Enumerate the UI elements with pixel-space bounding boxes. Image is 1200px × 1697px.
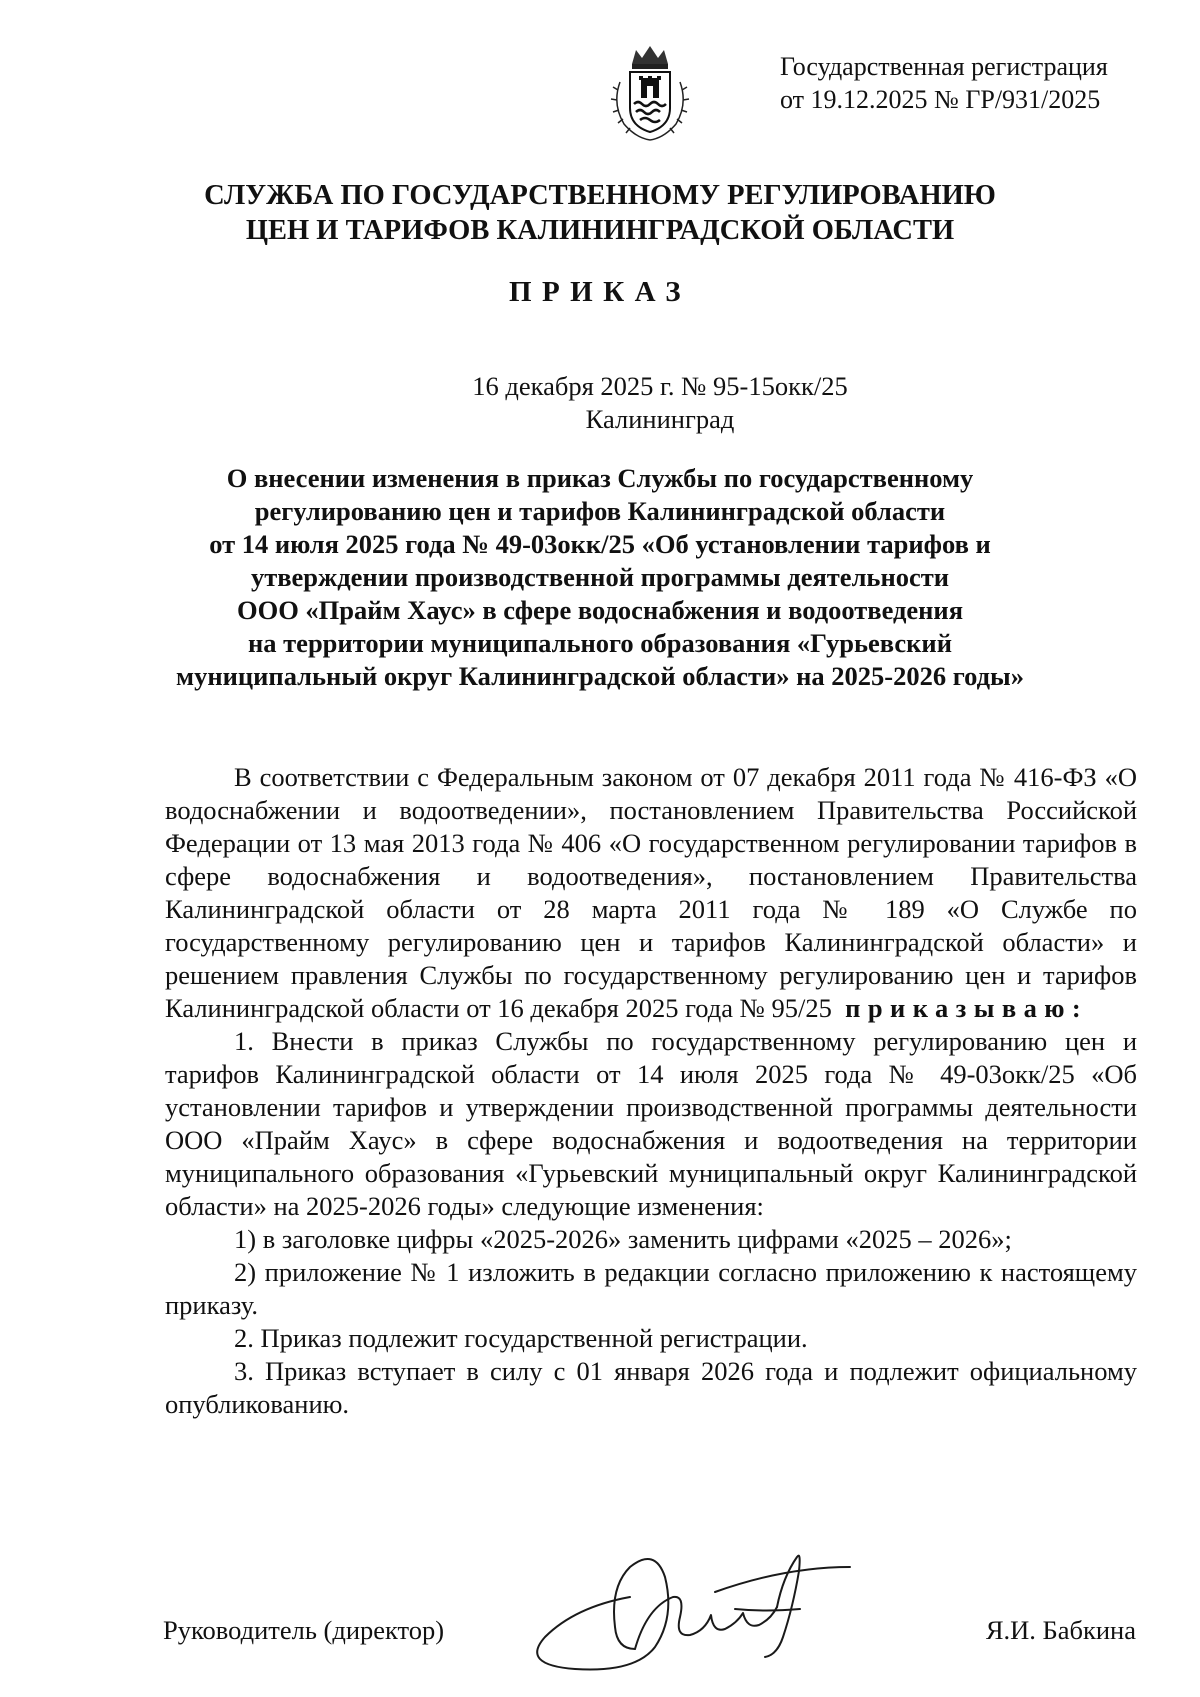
order-body (165, 761, 1137, 1421)
coat-of-arms-emblem (608, 42, 692, 142)
handwritten-signature (515, 1537, 855, 1677)
order-date-number: 16 декабря 2025 г. № 95-15окк/25 (472, 371, 848, 401)
order-title-line: утверждении производственной программы деятельности (250, 562, 950, 592)
agency-name-line-1: СЛУЖБА ПО ГОСУДАРСТВЕННОМУ РЕГУЛИРОВАНИЮ (204, 180, 996, 211)
date-and-number-block (380, 370, 940, 436)
registration-line-2: от 19.12.2025 № ГР/931/2025 (780, 85, 1101, 114)
registration-line-1: Государственная регистрация (780, 52, 1108, 81)
order-title-line: ООО «Прайм Хаус» в сфере водоснабжения и водоотведения (236, 595, 964, 625)
order-title-line: регулированию цен и тарифов Калининградской области (254, 496, 946, 526)
preamble-paragraph (165, 761, 1137, 1025)
order-city: Калининград (585, 404, 735, 434)
item-1-subitem-1: 1) в заголовке цифры «2025-2026» заменить цифрами «2025 – 2026»; (234, 1224, 1012, 1254)
signer-position: Руководитель (директор) (163, 1615, 445, 1645)
agency-name (0, 178, 1200, 248)
item-3: 3. Приказ вступает в силу с 01 января 2026 года и подлежит официальному опубликованию. (165, 1356, 1137, 1419)
item-1-subitem-2: 2) приложение № 1 изложить в редакции согласно приложению к настоящему приказу. (165, 1257, 1137, 1320)
preamble-text: В соответствии с Федеральным законом от 07 декабря 2011 года № 416-ФЗ «О водоснабжении и водоотведении», постановлением Правительства Российской Федерации от 13 мая 2013 года № 406 «О государственном регулировании тарифов в сфере водоснабжения и водоотведения», постановлением Правительства Калининградской области от 28 марта 2011 года № 189 «О Службе по государственному регулированию цен и тарифов Калининградской области» и решением правления Службы по государственному регулированию цен и тарифов Калининградской области от 16 декабря 2025 года № 95/25 (165, 762, 1137, 1023)
order-title-line: от 14 июля 2025 года № 49-03окк/25 «Об установлении тарифов и (209, 529, 991, 559)
agency-name-line-2: ЦЕН И ТАРИФОВ КАЛИНИНГРАДСКОЙ ОБЛАСТИ (245, 215, 955, 246)
order-title-line: О внесении изменения в приказ Службы по государственному (226, 463, 974, 493)
item-1: 1. Внести в приказ Службы по государственному регулированию цен и тарифов Калининградской области от 14 июля 2025 года № 49-03окк/25 «Об установлении тарифов и утверждении производственной программы деятельности ООО «Прайм Хаус» в сфере водоснабжения и водоотведения на территории муниципального образования «Гурьевский муниципальный округ Калининградской области» на 2025-2026 годы» следующие изменения: (165, 1026, 1137, 1221)
command-word: приказываю: (845, 993, 1089, 1023)
document-type-heading: ПРИКАЗ (508, 276, 692, 308)
signer-name: Я.И. Бабкина (985, 1615, 1136, 1645)
item-2: 2. Приказ подлежит государственной регистрации. (234, 1323, 808, 1353)
order-title (80, 462, 1120, 693)
order-title-line: на территории муниципального образования «Гурьевский (248, 628, 952, 658)
registration-stamp (780, 50, 1108, 116)
order-title-line: муниципальный округ Калининградской области» на 2025-2026 годы» (176, 661, 1024, 691)
